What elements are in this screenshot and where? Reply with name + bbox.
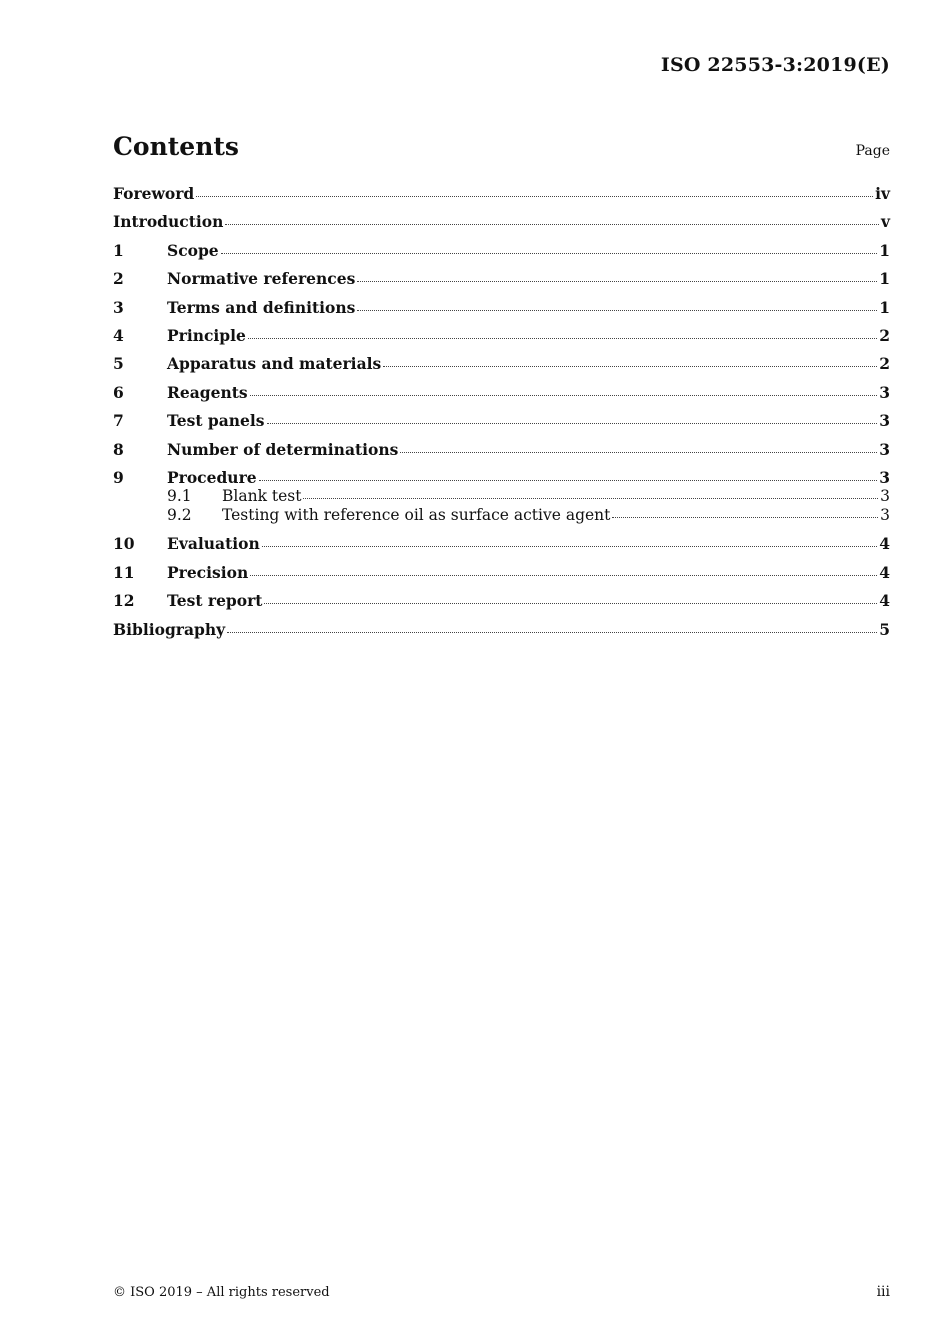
toc-entry-procedure[interactable] [113,468,890,488]
toc-entry-title: Procedure [167,467,257,487]
table-of-contents [113,184,890,648]
dot-leader [400,452,877,453]
dot-leader [196,196,873,197]
toc-entry-reagents[interactable] [113,383,890,411]
toc-entry-title: Precision [167,562,249,582]
toc-entry-page: 3 [879,411,890,431]
page-number: iii [876,1284,890,1300]
toc-entry-number-of-determinations[interactable] [113,440,890,468]
toc-entry-number: 2 [113,269,124,289]
toc-entry-page: 2 [879,354,890,374]
dot-leader [264,603,877,604]
dot-leader [221,253,878,254]
toc-entry-title: Reagents [167,382,248,402]
toc-entry-title: Evaluation [167,534,260,554]
copyright-notice: © ISO 2019 – All rights reserved [113,1285,330,1300]
toc-entry-page: 2 [879,325,890,345]
toc-entry-title: Principle [167,325,246,345]
toc-entry-evaluation[interactable] [113,534,890,562]
toc-entry-page: 1 [879,240,890,260]
toc-entry-title: Introduction [113,212,224,232]
dot-leader [227,632,877,633]
dot-leader [383,366,877,367]
dot-leader [612,517,878,518]
toc-entry-foreword[interactable] [113,184,890,212]
toc-entry-page: 4 [879,534,890,554]
toc-entry-title: Normative references [167,269,356,289]
toc-entry-number: 9.2 [167,506,192,525]
dot-leader [225,224,879,225]
toc-entry-page: 5 [879,619,890,639]
toc-entry-page: 1 [879,269,890,289]
toc-entry-title: Test panels [167,411,265,431]
toc-entry-number: 9.1 [167,487,192,506]
toc-entry-page: 3 [879,439,890,459]
dot-leader [259,480,878,481]
toc-entry-page: 3 [880,506,890,525]
toc-entry-bibliography[interactable] [113,620,890,648]
toc-entry-test-panels[interactable] [113,411,890,439]
toc-entry-number: 9 [113,467,124,487]
toc-entry-title: Bibliography [113,619,226,639]
dot-leader [250,395,878,396]
toc-entry-number: 8 [113,439,124,459]
toc-entry-number: 11 [113,562,135,582]
toc-entry-test-report[interactable] [113,591,890,619]
dot-leader [250,575,877,576]
toc-entry-number: 10 [113,534,135,554]
toc-entry-title: Testing with reference oil as surface active agent [222,506,611,525]
dot-leader [303,498,878,499]
dot-leader [248,338,877,339]
toc-entry-number: 4 [113,325,124,345]
toc-subentry-blank-test[interactable] [113,487,890,506]
toc-entry-page: v [880,212,890,232]
toc-entry-title: Scope [167,240,219,260]
toc-entry-number: 6 [113,382,124,402]
toc-entry-apparatus-and-materials[interactable] [113,354,890,382]
toc-entry-page: 4 [879,562,890,582]
toc-entry-page: 3 [879,467,890,487]
document-id: ISO 22553-3:2019(E) [660,54,890,76]
toc-entry-title: Terms and definitions [167,297,356,317]
toc-subentry-testing-with-reference-oil[interactable] [113,506,890,525]
toc-entry-title: Blank test [222,487,302,506]
toc-entry-page: 3 [879,382,890,402]
toc-entry-page: 4 [879,591,890,611]
dot-leader [262,546,877,547]
toc-entry-number: 1 [113,240,124,260]
toc-entry-number: 5 [113,354,124,374]
toc-entry-number: 12 [113,591,135,611]
page-column-label: Page [855,143,890,159]
contents-heading: Contents [113,132,240,161]
toc-entry-number: 7 [113,411,124,431]
toc-entry-title: Apparatus and materials [167,354,382,374]
toc-entry-title: Number of determinations [167,439,399,459]
dot-leader [357,281,877,282]
toc-entry-page: iv [875,184,890,203]
dot-leader [267,423,878,424]
toc-entry-terms-and-definitions[interactable] [113,298,890,326]
toc-entry-principle[interactable] [113,326,890,354]
toc-entry-title: Foreword [113,184,195,203]
toc-entry-number: 3 [113,297,124,317]
dot-leader [357,310,877,311]
toc-entry-precision[interactable] [113,563,890,591]
toc-entry-introduction[interactable] [113,212,890,240]
toc-entry-page: 1 [879,297,890,317]
toc-entry-scope[interactable] [113,241,890,269]
toc-entry-normative-references[interactable] [113,269,890,297]
toc-entry-title: Test report [167,591,263,611]
toc-entry-page: 3 [880,487,890,506]
